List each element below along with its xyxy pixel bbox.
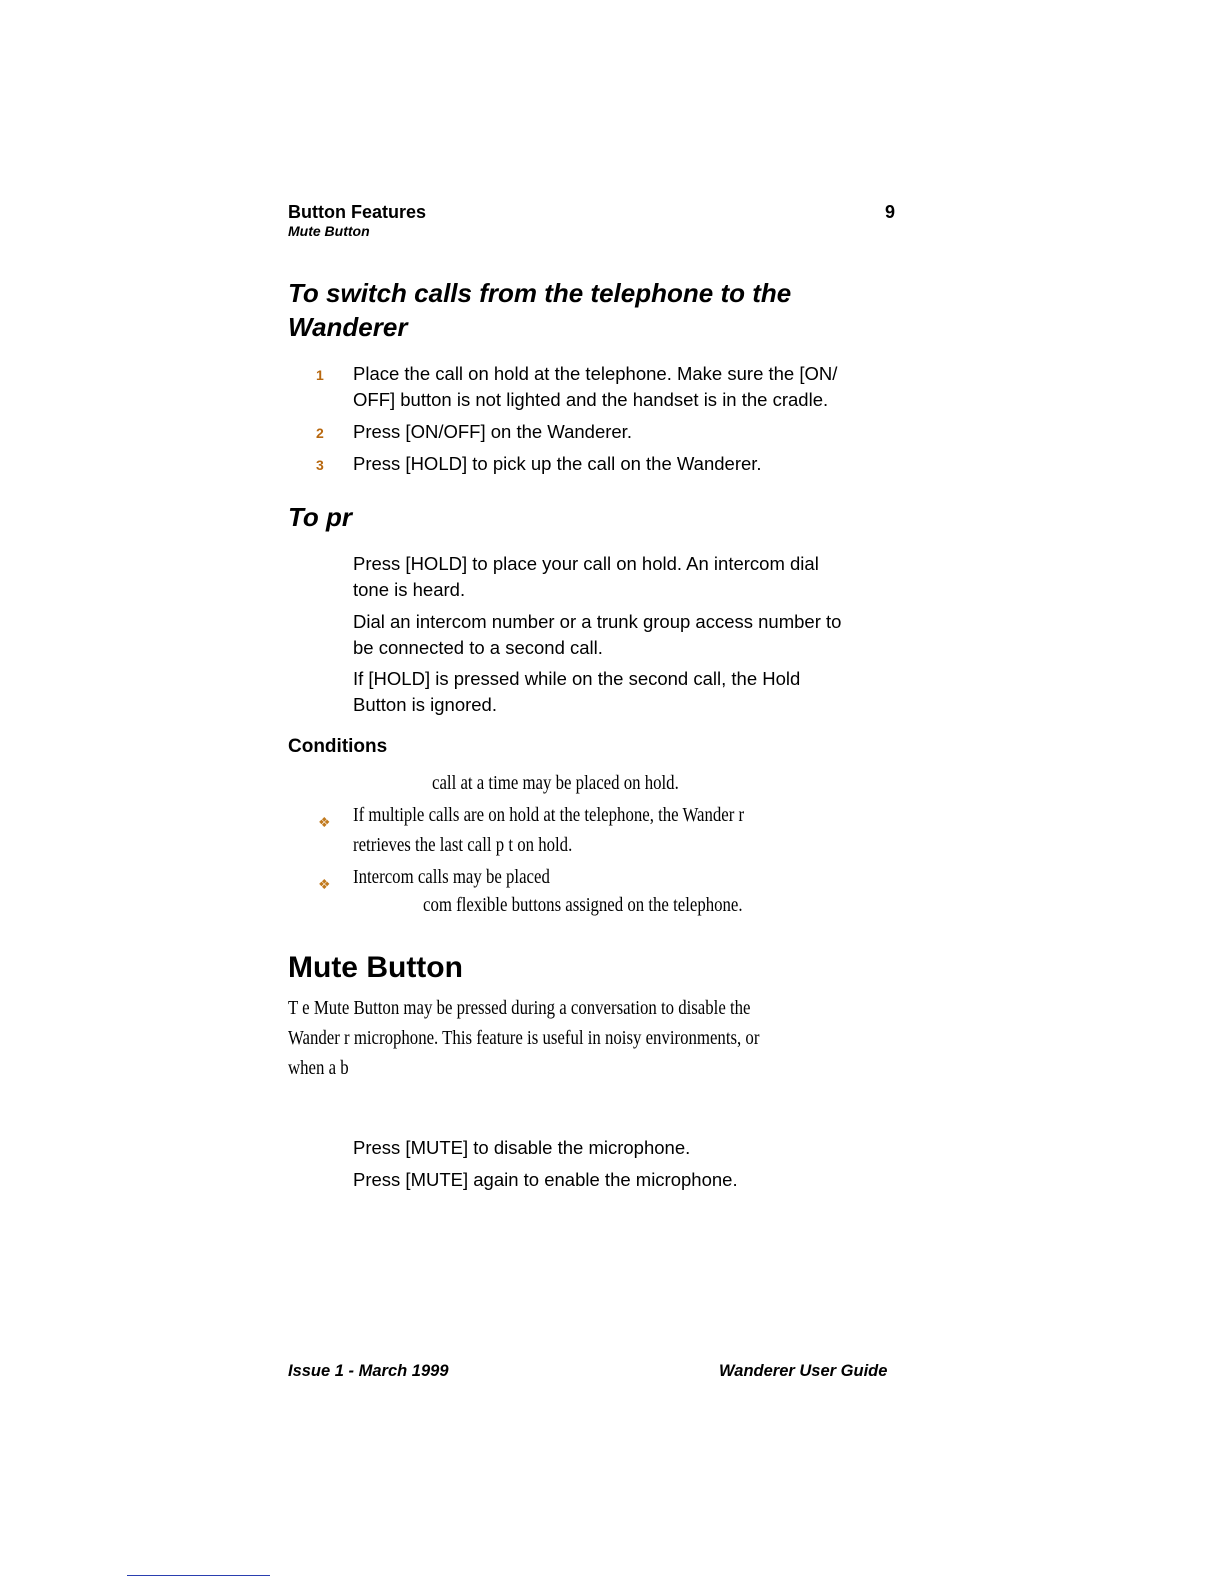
body-text: T e Mute Button may be pressed during a conversation to disable the <box>288 997 751 1019</box>
condition-text: Intercom calls may be placed <box>353 866 550 888</box>
step-number: 3 <box>316 457 324 473</box>
step-text: Place the call on hold at the telephone. Make sure the [ON/ <box>353 363 838 384</box>
step-text: Press [MUTE] again to enable the microphone. <box>353 1169 738 1190</box>
switch-heading-line-1: To switch calls from the telephone to the <box>288 278 792 308</box>
step-text: Dial an intercom number or a trunk group access number to <box>353 611 842 632</box>
condition-text: If multiple calls are on hold at the telephone, the Wander r <box>353 804 745 826</box>
bullet-diamond-icon: ❖ <box>318 814 331 830</box>
step-text: Press [HOLD] to place your call on hold. An intercom dial <box>353 553 819 574</box>
footer-issue: Issue 1 - March 1999 <box>288 1362 449 1380</box>
step-number: 1 <box>316 367 324 383</box>
running-header-subsection: Mute Button <box>288 223 370 239</box>
running-header-section: Button Features <box>288 202 427 222</box>
condition-text: call at a time may be placed on hold. <box>432 772 679 794</box>
conditions-heading: Conditions <box>288 736 388 757</box>
link-underline <box>127 1575 270 1576</box>
mute-heading: Mute Button <box>288 951 463 984</box>
step-text: tone is heard. <box>353 579 466 600</box>
footer-guide-title: Wanderer User Guide <box>719 1362 888 1380</box>
place-heading: To pr <box>288 502 353 532</box>
body-text: when a b <box>288 1057 349 1079</box>
step-text: Press [ON/OFF] on the Wanderer. <box>353 421 632 442</box>
step-text: Press [MUTE] to disable the microphone. <box>353 1137 691 1158</box>
bullet-diamond-icon: ❖ <box>318 876 331 892</box>
step-text: If [HOLD] is pressed while on the second call, the Hold <box>353 668 801 689</box>
condition-text: retrieves the last call p t on hold. <box>353 834 573 856</box>
condition-text: com flexible buttons assigned on the telephone. <box>423 894 743 916</box>
switch-heading-line-2: Wanderer <box>288 312 408 342</box>
body-text: Wander r microphone. This feature is useful in noisy environments, or <box>288 1027 760 1049</box>
step-text: OFF] button is not lighted and the handset is in the cradle. <box>353 389 829 410</box>
step-text: Press [HOLD] to pick up the call on the Wanderer. <box>353 453 762 474</box>
page-number: 9 <box>885 202 896 222</box>
step-text: be connected to a second call. <box>353 637 603 658</box>
step-text: Button is ignored. <box>353 694 497 715</box>
step-number: 2 <box>316 425 324 441</box>
